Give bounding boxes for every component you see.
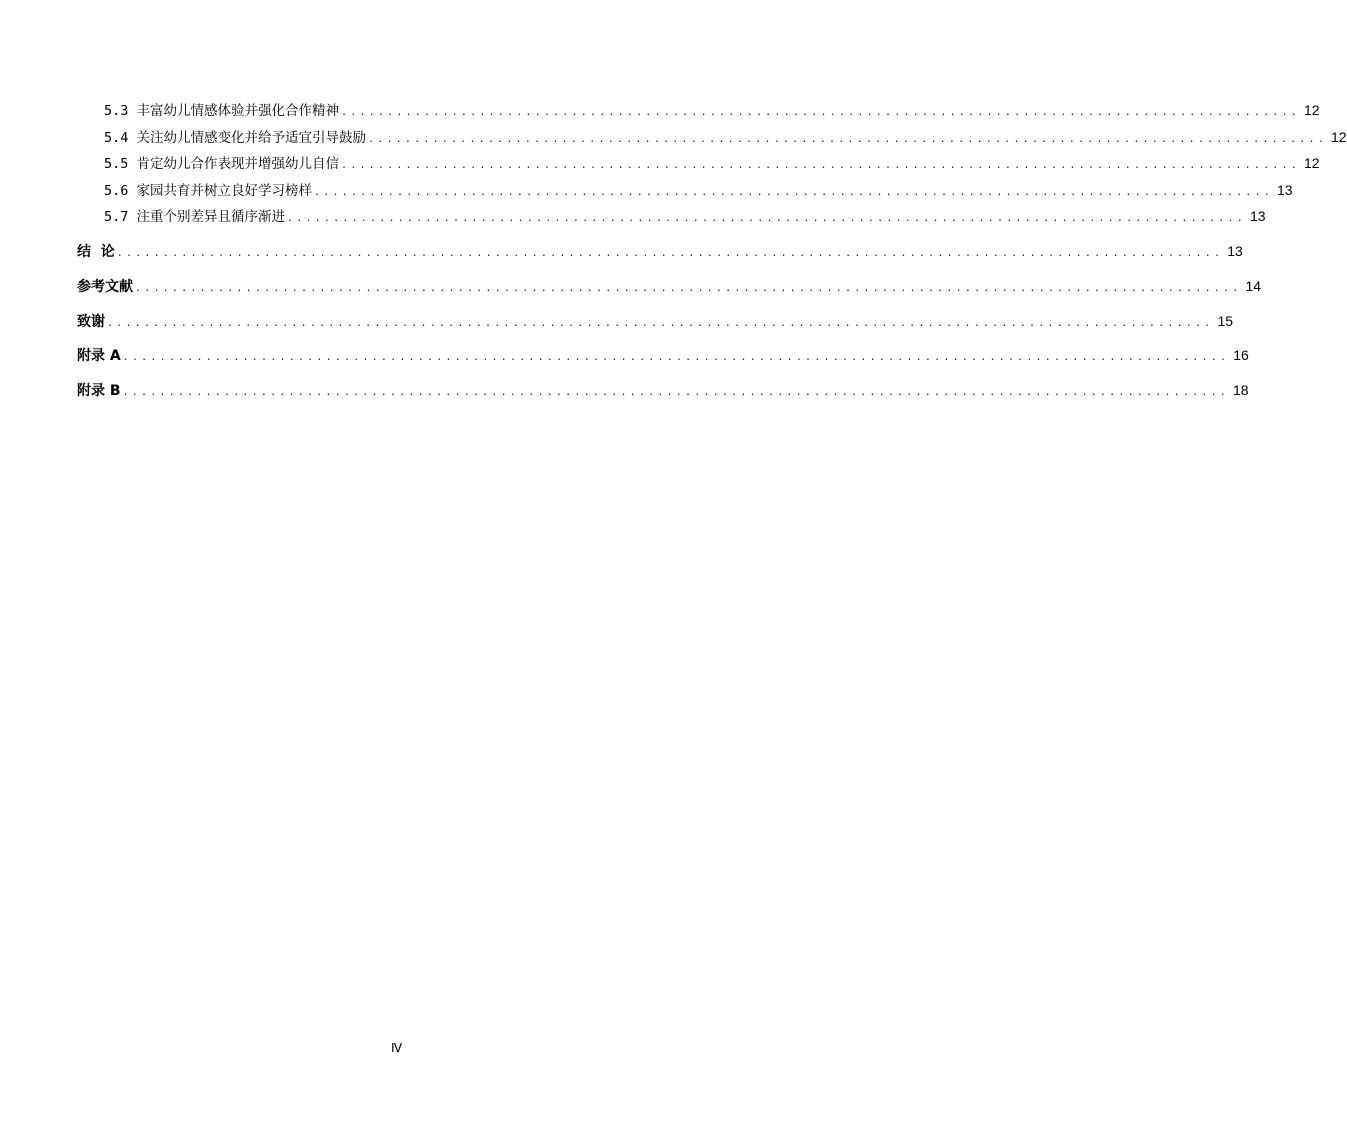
toc-entry-appendix-a[interactable] [77, 345, 1249, 365]
toc-page-number: 13 [1249, 208, 1266, 224]
toc-leader-dots: ........................................................................................................ [341, 160, 1300, 171]
toc-page-number: 14 [1245, 278, 1262, 294]
page-number-footer: Ⅳ [390, 1041, 403, 1055]
toc-entry-5-7[interactable] [104, 206, 1266, 226]
toc-entry-references[interactable] [77, 276, 1262, 296]
toc-entry-label: 致谢 [77, 314, 105, 330]
toc-leader-dots: ........................................................................................................ [368, 134, 1327, 145]
toc-page-number: 18 [1233, 382, 1249, 398]
toc-page-number: 12 [1303, 155, 1320, 171]
toc-entry-label: 参考文献 [77, 279, 133, 295]
toc-page-number: 12 [1303, 102, 1320, 118]
toc-entry-5-5[interactable] [104, 153, 1320, 173]
toc-entry-5-6[interactable] [104, 180, 1293, 200]
toc-entry-label: 附录 A [77, 348, 121, 364]
toc-leader-dots: ........................................................................................................ [314, 187, 1273, 198]
toc-entry-label: 5.7 注重个别差异且循序渐进 [104, 209, 286, 225]
toc-leader-dots: ........................................................................................................................ [122, 387, 1230, 398]
toc-leader-dots: ........................................................................................................ [287, 213, 1246, 224]
toc-entry-acknowledgements[interactable] [77, 311, 1234, 331]
toc-leader-dots: ........................................................................................................................ [107, 318, 1214, 329]
toc-entry-label: 5.4 关注幼儿情感变化并给予适宜引导鼓励 [104, 130, 367, 146]
toc-entry-appendix-b[interactable] [77, 380, 1249, 400]
toc-entry-5-3[interactable] [104, 100, 1320, 120]
toc-page-number: 13 [1276, 182, 1293, 198]
toc-leader-dots: ........................................................................................................................ [135, 283, 1242, 294]
toc-entry-label: 5.5 肯定幼儿合作表现并增强幼儿自信 [104, 156, 340, 172]
toc-page-number: 13 [1227, 243, 1243, 259]
toc-entry-label: 结 论 [77, 244, 115, 260]
toc-entry-label: 附录 B [77, 383, 121, 399]
toc-leader-dots: ........................................................................................................................ [122, 352, 1230, 363]
toc-page-number: 16 [1233, 347, 1249, 363]
toc-page-number: 15 [1217, 313, 1234, 329]
toc-leader-dots: ........................................................................................................................ [116, 248, 1224, 259]
toc-entry-conclusion[interactable] [77, 241, 1243, 261]
toc-entry-label: 5.6 家园共育并树立良好学习榜样 [104, 183, 313, 199]
toc-page-number: 12 [1330, 129, 1347, 145]
toc-leader-dots: ........................................................................................................ [341, 107, 1300, 118]
toc-entry-5-4[interactable] [104, 127, 1347, 147]
toc-entry-label: 5.3 丰富幼儿情感体验并强化合作精神 [104, 103, 340, 119]
